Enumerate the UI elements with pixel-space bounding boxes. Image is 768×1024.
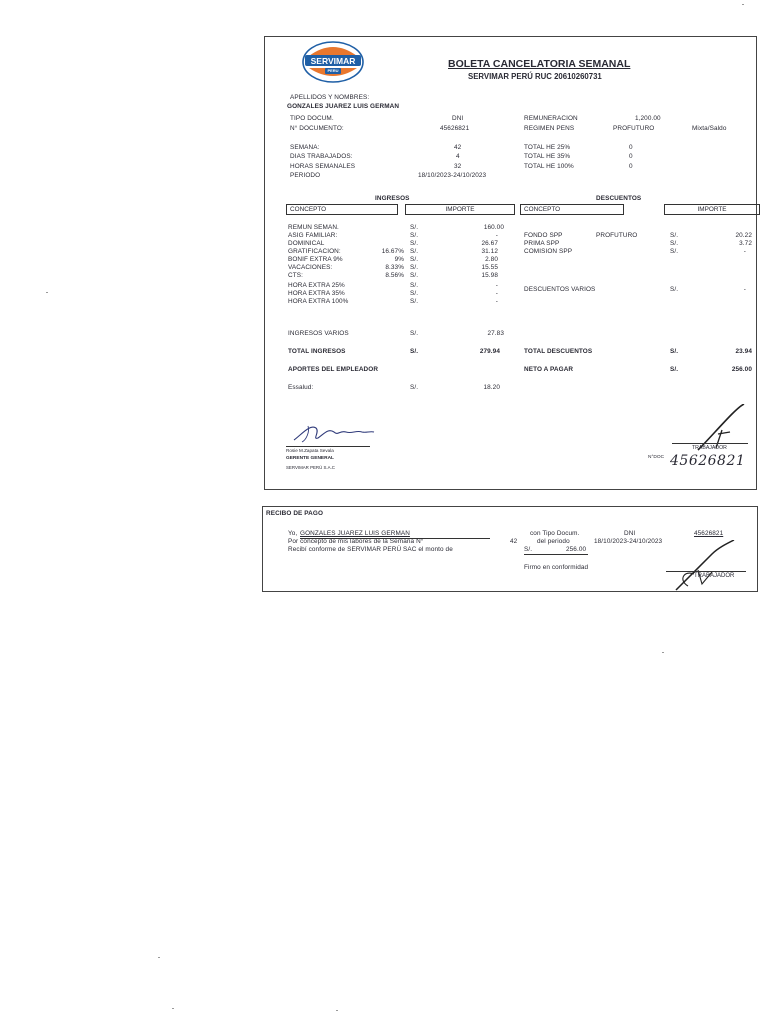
- scan-speck: [158, 957, 160, 958]
- descuento-cur: S/.: [670, 240, 679, 247]
- regime-label: REGIMEN PENS: [524, 125, 575, 132]
- ingreso-cur: S/.: [410, 224, 419, 231]
- ingreso-concept: BONIF EXTRA 9%: [288, 256, 343, 263]
- names-value: GONZALES JUAREZ LUIS GERMAN: [287, 103, 400, 110]
- ingreso-amount: 15.55: [481, 264, 498, 271]
- regime-type: Mixta/Saldo: [692, 125, 727, 132]
- total-ingresos-value: 279.94: [479, 348, 500, 355]
- recibo-week: 42: [510, 538, 518, 545]
- ingreso-amount: 15.98: [481, 272, 498, 279]
- ingreso-concept: ASIG FAMILIAR:: [288, 232, 338, 239]
- neto-cur: S/.: [670, 366, 679, 373]
- recibo-period: 18/10/2023-24/10/2023: [594, 538, 663, 545]
- total-ingresos-label: TOTAL INGRESOS: [288, 348, 346, 355]
- logo-name: SERVIMAR: [310, 56, 356, 66]
- period-value: 18/10/2023-24/10/2023: [418, 172, 487, 179]
- names-label: APELLIDOS Y NOMBRES:: [290, 94, 370, 101]
- ingreso-pct: 8.56%: [385, 272, 404, 279]
- period-label: PERIODO: [290, 172, 321, 179]
- he25-value: 0: [629, 144, 633, 151]
- ingreso-amount: 26.67: [481, 240, 498, 247]
- ingreso-cur: S/.: [410, 298, 419, 305]
- descuento-entity: PROFUTURO: [596, 232, 638, 239]
- recibo-line3: Recibí conforme de SERVIMAR PERÚ SAC el monto de: [288, 546, 453, 553]
- worker-doc-value: 45626821: [670, 453, 746, 469]
- logo-sub: PERU: [327, 68, 339, 73]
- remuneration-value: 1,200.00: [635, 115, 661, 122]
- ingreso-pct: 16.67%: [381, 248, 404, 255]
- recibo-doc-label: con Tipo Docum.: [530, 530, 580, 537]
- week-label: SEMANA:: [290, 144, 320, 151]
- descuentos-varios-value: -: [743, 286, 746, 293]
- ingreso-concept: VACACIONES:: [288, 264, 333, 271]
- ingreso-concept: DOMINICAL: [288, 240, 325, 247]
- recibo-period-label: del periodo: [537, 538, 570, 545]
- doc-title: BOLETA CANCELATORIA SEMANAL: [448, 58, 631, 70]
- recibo-worker-label: TRABAJADOR: [694, 573, 735, 579]
- total-ingresos-cur: S/.: [410, 348, 419, 355]
- aportes-title: APORTES DEL EMPLEADOR: [288, 366, 379, 373]
- employer-name: Rosie M.Zapata Sevala: [286, 448, 334, 453]
- ingreso-amount: -: [495, 282, 498, 289]
- recibo-line2: Por concepto de mis labores de la Semana N°: [288, 538, 424, 545]
- he100-value: 0: [629, 163, 633, 170]
- ingreso-concept: GRATIFICACION:: [288, 248, 341, 255]
- descuentos-varios-label: DESCUENTOS VARIOS: [524, 286, 596, 293]
- worker-sign-line: [672, 443, 748, 444]
- employer-sign-line: [286, 446, 370, 447]
- he25-label: TOTAL HE 25%: [524, 144, 571, 151]
- recibo-amount: 256.00: [566, 546, 587, 553]
- ingreso-amount: -: [495, 298, 498, 305]
- he35-label: TOTAL HE 35%: [524, 153, 571, 160]
- descuento-cur: S/.: [670, 232, 679, 239]
- week-value: 42: [454, 144, 462, 151]
- employer-company: SERVIMAR PERÚ S.A.C: [286, 465, 335, 470]
- descuentos-col-amount: IMPORTE: [664, 204, 760, 215]
- scan-speck: [46, 292, 48, 293]
- ingreso-amount: -: [495, 290, 498, 297]
- recibo-yo: Yo,: [288, 530, 298, 537]
- remuneration-label: REMUNERACION: [524, 115, 578, 122]
- hours-label: HORAS SEMANALES: [290, 163, 356, 170]
- servimar-logo: [301, 40, 365, 84]
- recibo-doc-type: DNI: [624, 530, 636, 537]
- ingresos-varios-cur: S/.: [410, 330, 419, 337]
- ingreso-pct: 9%: [394, 256, 404, 263]
- employer-role: GERENTE GENERAL: [286, 456, 334, 461]
- he100-label: TOTAL HE 100%: [524, 163, 574, 170]
- essalud-cur: S/.: [410, 384, 419, 391]
- hours-value: 32: [454, 163, 462, 170]
- ingresos-col-amount: IMPORTE: [405, 204, 515, 215]
- doc-number-value: 45626821: [440, 125, 470, 132]
- recibo-doc-number: 45626821: [694, 530, 724, 537]
- employer-signature: [288, 418, 378, 446]
- days-label: DIAS TRABAJADOS:: [290, 153, 353, 160]
- doc-subtitle: SERVIMAR PERÚ RUC 20610260731: [468, 72, 602, 81]
- total-descuentos-value: 23.94: [735, 348, 752, 355]
- days-value: 4: [456, 153, 460, 160]
- ingreso-amount: 31.12: [481, 248, 498, 255]
- recibo-title: RECIBO DE PAGO: [266, 510, 324, 517]
- ingreso-cur: S/.: [410, 264, 419, 271]
- ingreso-concept: HORA EXTRA 100%: [288, 298, 349, 305]
- recibo-amount-line: [524, 554, 588, 555]
- ingreso-amount: 160.00: [483, 224, 504, 231]
- ingreso-concept: REMUN SEMAN.: [288, 224, 339, 231]
- descuento-cur: S/.: [670, 248, 679, 255]
- ingreso-concept: HORA EXTRA 25%: [288, 282, 345, 289]
- descuento-concept: FONDO SPP: [524, 232, 563, 239]
- recibo-sign-line: [666, 571, 746, 572]
- descuentos-title: DESCUENTOS: [596, 195, 642, 202]
- ingreso-cur: S/.: [410, 232, 419, 239]
- scan-speck: [172, 1008, 174, 1009]
- ingreso-cur: S/.: [410, 256, 419, 263]
- descuento-concept: COMISION SPP: [524, 248, 573, 255]
- total-descuentos-label: TOTAL DESCUENTOS: [524, 348, 593, 355]
- doc-type-label: TIPO DOCUM.: [290, 115, 334, 122]
- recibo-worker-signature: [668, 540, 738, 592]
- ingreso-cur: S/.: [410, 240, 419, 247]
- descuentos-col-concept: CONCEPTO: [520, 204, 624, 215]
- scan-speck: [662, 652, 664, 653]
- regime-value: PROFUTURO: [613, 125, 655, 132]
- ingreso-cur: S/.: [410, 290, 419, 297]
- essalud-label: Essalud:: [288, 384, 314, 391]
- worker-label: TRABAJADOR: [692, 445, 727, 451]
- ingreso-concept: HORA EXTRA 35%: [288, 290, 345, 297]
- descuento-concept: PRIMA SPP: [524, 240, 560, 247]
- scan-speck: [336, 1010, 338, 1011]
- worker-doc-label: N°DOC: [648, 455, 665, 460]
- descuentos-varios-cur: S/.: [670, 286, 679, 293]
- essalud-value: 18.20: [483, 384, 500, 391]
- total-descuentos-cur: S/.: [670, 348, 679, 355]
- ingreso-amount: 2.80: [485, 256, 498, 263]
- doc-type-value: DNI: [452, 115, 464, 122]
- neto-value: 256.00: [731, 366, 752, 373]
- ingreso-cur: S/.: [410, 248, 419, 255]
- doc-number-label: N° DOCUMENTO:: [290, 125, 344, 132]
- ingreso-concept: CTS:: [288, 272, 303, 279]
- ingresos-varios-label: INGRESOS VARIOS: [288, 330, 349, 337]
- ingresos-varios-value: 27.83: [487, 330, 504, 337]
- he35-value: 0: [629, 153, 633, 160]
- descuento-amount: -: [743, 248, 746, 255]
- ingreso-cur: S/.: [410, 282, 419, 289]
- recibo-name: GONZALES JUAREZ LUIS GERMAN: [300, 530, 410, 537]
- ingreso-cur: S/.: [410, 272, 419, 279]
- ingresos-col-concept: CONCEPTO: [286, 204, 398, 215]
- ingresos-title: INGRESOS: [375, 195, 410, 202]
- ingreso-amount: -: [495, 232, 498, 239]
- scan-speck: [742, 4, 744, 5]
- descuento-amount: 3.72: [739, 240, 752, 247]
- neto-label: NETO A PAGAR: [524, 366, 574, 373]
- descuento-amount: 20.22: [735, 232, 752, 239]
- ingreso-pct: 8.33%: [385, 264, 404, 271]
- recibo-firma-label: Firmo en conformidad: [524, 564, 589, 571]
- recibo-cur: S/.: [524, 546, 533, 553]
